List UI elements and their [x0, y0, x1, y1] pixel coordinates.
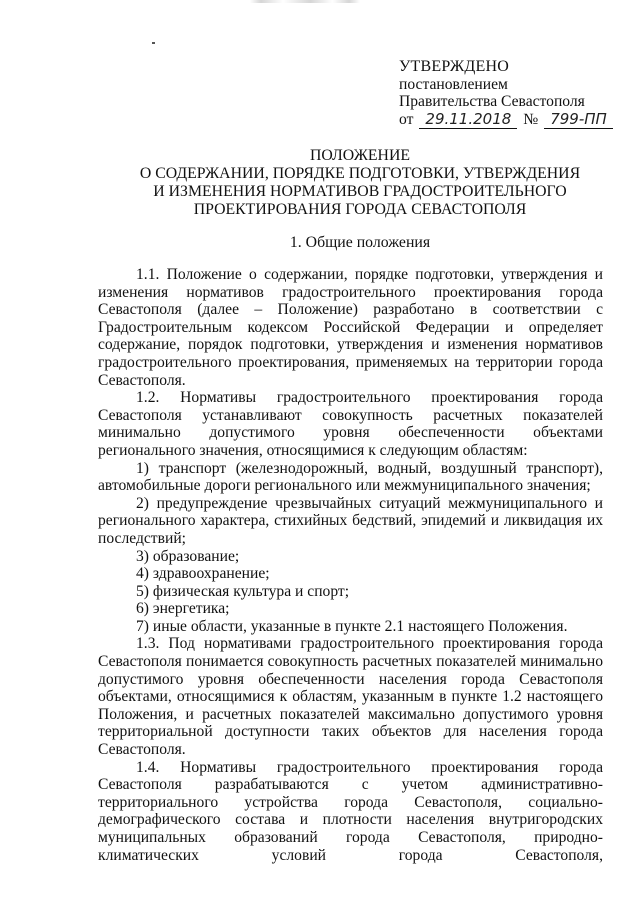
- list-item: 7) иные области, указанные в пункте 2.1 настоящего Положения.: [136, 617, 568, 635]
- number-prefix: №: [523, 110, 539, 128]
- list-item: 6) энергетика;: [136, 600, 230, 618]
- approval-title: УТВЕРЖДЕНО: [399, 58, 510, 75]
- scan-artifact: [250, 0, 360, 3]
- handwritten-date: 29.11.2018: [419, 111, 517, 130]
- title-line: ПОЛОЖЕНИЕ: [309, 147, 411, 164]
- approval-line-2: Правительства Севастополя: [399, 93, 585, 111]
- paragraph-1-1: 1.1. Положение о содержании, порядке подготовки, утверждения и изменения нормативов градостроительного проектирования города Севастополя (далее – Положение) разработано в соответствии с Градостроительным кодексом Российской Федерации и определяет содержание, порядок подготовки, утверждения и изменения нормативов градостроительного проектирования, применяемых на территории города Севастополя.: [98, 266, 603, 389]
- title-line: ПРОЕКТИРОВАНИЯ ГОРОДА СЕВАСТОПОЛЯ: [193, 201, 527, 218]
- document-title: [100, 147, 620, 219]
- list-item: 1) транспорт (железнодорожный, водный, воздушный транспорт), автомобильные дороги регионального или межмуниципального значения;: [98, 459, 603, 495]
- approval-stamp-block: [399, 58, 614, 129]
- list-item: 3) образование;: [136, 547, 240, 565]
- list-item: 5) физическая культура и спорт;: [136, 582, 350, 600]
- handwritten-number: 799-ПП: [544, 111, 613, 130]
- approval-date-line: [399, 111, 614, 130]
- title-line: И ИЗМЕНЕНИЯ НОРМАТИВОВ ГРАДОСТРОИТЕЛЬНОГО: [153, 183, 567, 200]
- document-body: [98, 266, 603, 864]
- approval-line-1: постановлением: [399, 75, 508, 93]
- title-line: О СОДЕРЖАНИИ, ПОРЯДКЕ ПОДГОТОВКИ, УТВЕРЖДЕНИЯ: [139, 165, 581, 182]
- paragraph-1-2: 1.2. Нормативы градостроительного проектирования города Севастополя устанавливают совокупность расчетных показателей минимально допустимого уровня обеспеченности объектами регионального значения, относящимися к следующим областям:: [98, 389, 603, 459]
- paragraph-1-4: 1.4. Нормативы градостроительного проектирования города Севастополя разрабатываются с учетом административно-территориального устройства города Севастополя, социально-демографического состава и плотности населения внутригородских муниципальных образований города Севастополя, природно-климатических условий города Севастополя,: [98, 758, 603, 864]
- paragraph-1-3: 1.3. Под нормативами градостроительного проектирования города Севастополя понимается совокупность расчетных показателей минимально допустимого уровня обеспеченности населения города Севастополя объектами, относящимися к областям, указанным в пункте 1.2 настоящего Положения, и расчетных показателей максимально допустимого уровня территориальной доступности таких объектов для населения города Севастополя.: [98, 635, 603, 759]
- scan-speck: [152, 42, 155, 44]
- date-prefix: от: [399, 110, 414, 128]
- section-heading: 1. Общие положения: [289, 234, 431, 251]
- list-item: 4) здравоохранение;: [136, 565, 270, 583]
- list-item: 2) предупреждение чрезвычайных ситуаций межмуниципального и регионального характера, стихийных бедствий, эпидемий и ликвидация их последствий;: [98, 494, 603, 547]
